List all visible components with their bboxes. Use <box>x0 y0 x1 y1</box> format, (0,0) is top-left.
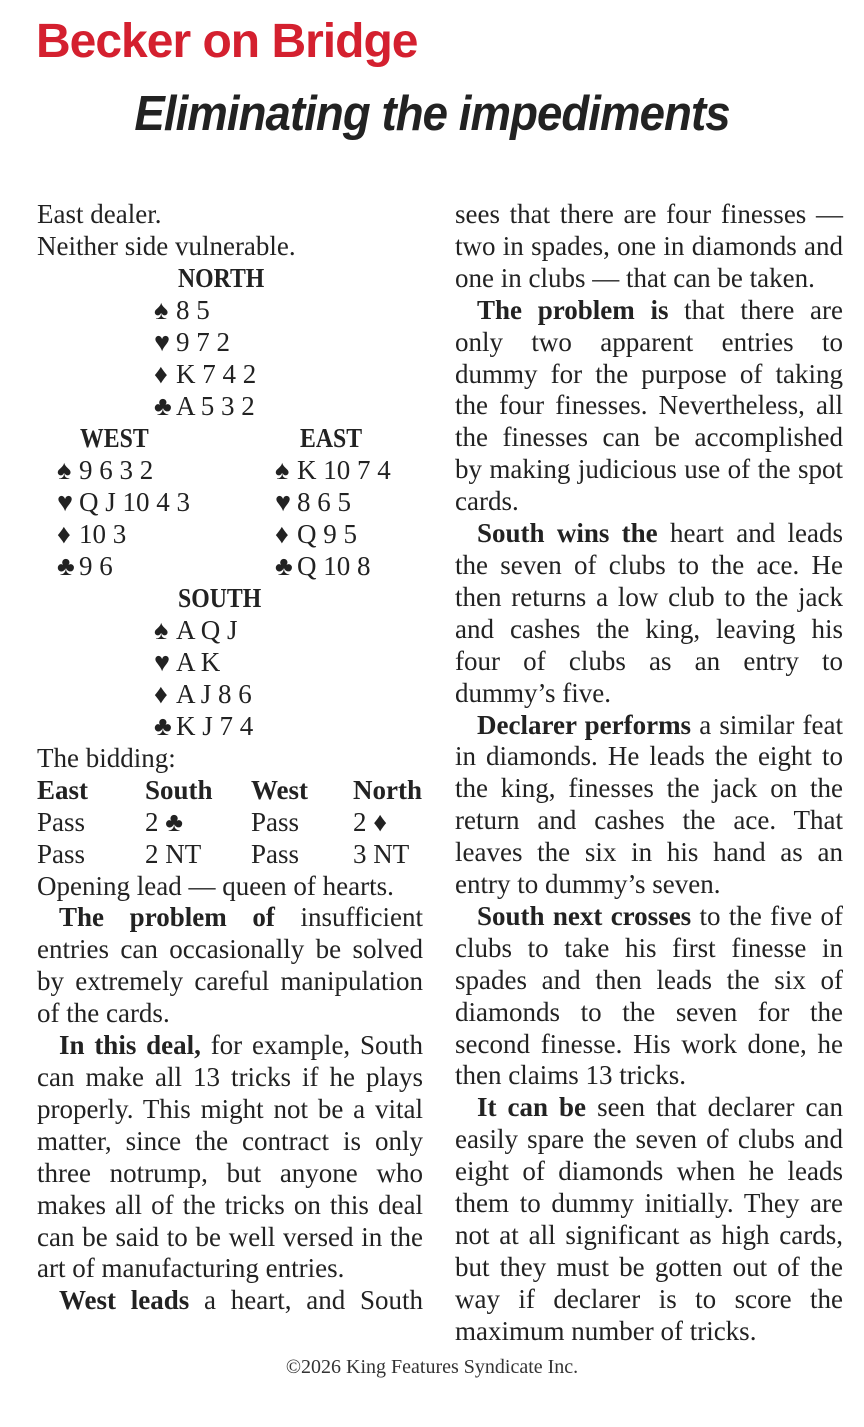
heart-icon: ♥ <box>275 486 292 517</box>
bid-cell: 2 NT <box>145 838 202 869</box>
bidding-header-north: North <box>353 774 422 805</box>
heart-icon: ♥ <box>154 326 171 357</box>
north-label: NORTH <box>178 262 265 293</box>
dealer-line: East dealer. <box>37 199 162 229</box>
deal-diagram <box>37 263 423 806</box>
bid-cell: Pass <box>251 838 300 869</box>
bid-cell: Pass <box>251 806 300 837</box>
diamond-icon: ♦ <box>275 518 289 549</box>
heart-icon: ♥ <box>57 486 74 517</box>
east-spades: ♠ K 10 7 4 <box>275 454 391 485</box>
headline: Eliminating the impediments <box>134 87 730 141</box>
article-paragraph-1: The problem of insufficient entries can occasionally be solved by extremely careful manipulation of the cards. <box>37 902 423 1029</box>
north-clubs: ♣ A 5 3 2 <box>154 390 255 421</box>
bidding-header-south: South <box>145 774 213 805</box>
club-icon: ♣ <box>154 710 172 741</box>
bidding-row <box>37 839 422 871</box>
bidding-title: The bidding: <box>37 742 176 773</box>
north-diamonds: ♦ K 7 4 2 <box>154 358 257 389</box>
vulnerability-line: Neither side vulnerable. <box>37 230 296 261</box>
diamond-icon: ♦ <box>57 518 71 549</box>
east-diamonds: ♦ Q 9 5 <box>275 518 357 549</box>
west-diamonds: ♦ 10 3 <box>57 518 127 549</box>
club-icon: ♣ <box>275 550 293 581</box>
east-label: EAST <box>300 422 363 453</box>
south-clubs: ♣ K J 7 4 <box>154 710 254 741</box>
west-label: WEST <box>80 422 149 453</box>
masthead-title: Becker on Bridge <box>36 15 418 68</box>
south-spades: ♠ A Q J <box>154 614 238 645</box>
bid-cell: Pass <box>37 838 86 869</box>
right-column <box>455 199 843 1348</box>
left-column <box>37 199 423 1317</box>
article-paragraph-2: In this deal, for example, South can make all 13 tricks if he plays properly. This might not be a vital matter, since the contract is only three notrump, but anyone who makes all of the tricks on this deal can be said to be well versed in the art of manufacturing entries. <box>37 1030 423 1284</box>
heart-icon: ♥ <box>154 646 171 677</box>
south-label: SOUTH <box>178 582 262 613</box>
south-diamonds: ♦ A J 8 6 <box>154 678 252 709</box>
bidding-row <box>37 807 422 839</box>
bid-cell: 3 NT <box>353 838 410 869</box>
west-hearts: ♥ Q J 10 4 3 <box>57 486 191 517</box>
article-paragraph-7: South next crosses to the five of clubs to take his first finesse in spades and then leads the six of diamonds to the seven for the second finesse. His work done, he then claims 13 tricks. <box>455 900 843 1091</box>
north-hearts: ♥ 9 7 2 <box>154 326 230 357</box>
spade-icon: ♠ <box>275 454 290 485</box>
bid-cell: 2 ♦ <box>353 806 388 837</box>
article-paragraph-8: It can be seen that declarer can easily spare the seven of clubs and eight of diamonds when he leads them to dummy initially. They are not at all significant as high cards, but they must be gotten out of the way if declarer is to score the maximum number of tricks. <box>455 1092 843 1346</box>
spade-icon: ♠ <box>154 614 169 645</box>
bidding-header-east: East <box>37 774 89 805</box>
east-clubs: ♣ Q 10 8 <box>275 550 371 581</box>
club-icon: ♣ <box>154 390 172 421</box>
west-clubs: ♣ 9 6 <box>57 550 113 581</box>
west-spades: ♠ 9 6 3 2 <box>57 454 154 485</box>
article-paragraph-6: Declarer performs a similar feat in diamonds. He leads the eight to the king, finesses the jack on the return and cashes the ace. That leaves the six in his hand as an entry to dummy’s seven. <box>455 709 844 900</box>
article-paragraph-3: West leads a heart, and South <box>59 1285 423 1316</box>
bid-cell: Pass <box>37 806 86 837</box>
copyright-footer: ©2026 King Features Syndicate Inc. <box>285 1356 579 1378</box>
east-hearts: ♥ 8 6 5 <box>275 486 351 517</box>
north-spades: ♠ 8 5 <box>154 294 210 325</box>
south-hearts: ♥ A K <box>154 646 221 677</box>
opening-lead: Opening lead — queen of hearts. <box>37 870 394 901</box>
article-paragraph-3-continued: sees that there are four finesses — two in spades, one in diamonds and one in clubs — that can be taken. <box>455 199 843 293</box>
diamond-icon: ♦ <box>154 678 168 709</box>
spade-icon: ♠ <box>57 454 72 485</box>
club-icon: ♣ <box>57 550 75 581</box>
spade-icon: ♠ <box>154 294 169 325</box>
article-paragraph-5: South wins the heart and leads the seven of clubs to the ace. He then returns a low club to the jack and cashes the king, leaving his four of clubs as an entry to dummy’s five. <box>455 518 844 708</box>
diamond-icon: ♦ <box>154 358 168 389</box>
article-paragraph-4: The problem is that there are only two apparent entries to dummy for the purpose of taking the four finesses. Nevertheless, all the finesses can be accomplished by making judicious use of the spot cards. <box>455 294 843 517</box>
bidding-header-west: West <box>251 774 308 805</box>
bid-cell: 2 ♣ <box>145 806 183 837</box>
